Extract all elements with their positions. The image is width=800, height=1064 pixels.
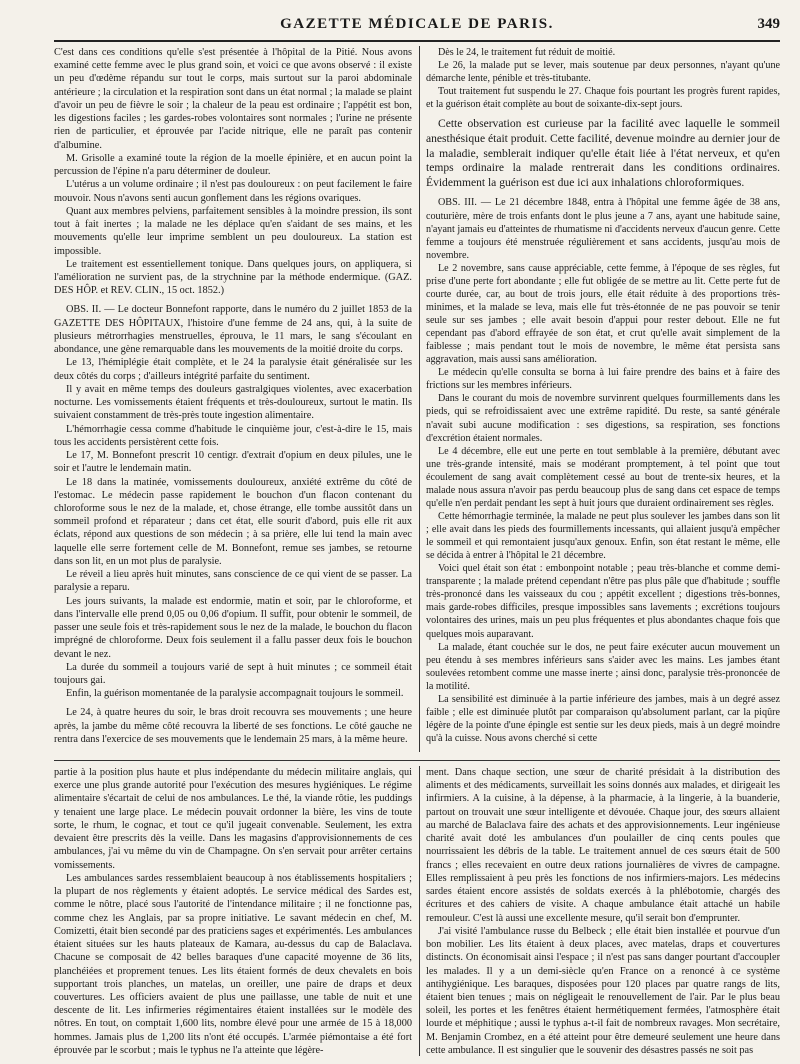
paragraph: Cette hémorrhagie terminée, la malade ne peut plus soulever les jambes dans son lit ; elle avait dans les pieds des fourmillements incessants, qui allaient jusqu'à empêcher le sommeil et qui remontaient jusqu'aux genoux. Enfin, son état restant le même, elle se décida à entrer à l'hôpital le 21 décembre. [426, 510, 780, 562]
top-left-column [54, 46, 412, 752]
paragraph: Il y avait en même temps des douleurs gastralgiques violentes, avec exacerbation nocturne. Les vomissements étaient fréquents et très-douloureux, surtout le matin. Ils suivaient constamment de très-près toute ingestion alimentaire. [54, 383, 412, 422]
paragraph: L'utérus a un volume ordinaire ; il n'est pas douloureux : on peut facilement le faire mouvoir. Nous n'avons senti aucun gonflement dans les régions ovariques. [54, 179, 412, 204]
paragraph: Le 17, M. Bonnefont prescrit 10 centigr. d'extrait d'opium en deux pilules, une le soir et l'autre le lendemain matin. [54, 450, 412, 475]
paragraph: Le 2 novembre, sans cause appréciable, cette femme, à l'époque de ses règles, fut prise d'une perte fort abondante ; elle fut obligée de se mettre au lit. Cette perte fut de courte durée, car, au bout de trois jours, elle était réduite à des proportions très-minimes, et la malade se leva, mais elle fut très-étonnée de ne pas pouvoir se tenir seule sur ses jambes ; elle avait besoin d'appui pour rester debout. Elle ne fut cependant pas d'abord effrayée de son état, et crut qu'elle avait simplement de la faiblesse ; mais pendant tout le mois de novembre, le même état persista sans aggravation, mais aussi sans amélioration. [426, 262, 780, 366]
paragraph: Quant aux membres pelviens, parfaitement sensibles à la moindre pression, ils sont tout à fait inertes ; la malade ne les déplace qu'en s'aidant de ses mains, et les mouvements qu'elle leur imprime semblent un peu douloureux. La station est impossible. [54, 205, 412, 257]
paragraph: Dès le 24, le traitement fut réduit de moitié. [438, 47, 616, 58]
paragraph: Le 24, à quatre heures du soir, le bras droit recouvra ses mouvements ; une heure après, la jambe du même côté recouvra la liberté de ses fonctions. Le côté gauche ne rentra dans l'exercice de ses mouvements que le lendemain 25 mars, à la même heure. [54, 707, 412, 745]
column-divider [419, 46, 420, 752]
paragraph: L'hémorrhagie cessa comme d'habitude le cinquième jour, c'est-à-dire le 15, mais tous les accidents persistèrent cette fois. [54, 423, 412, 448]
observation-heading-paragraph: OBS. II. — Le docteur Bonnefont rapporte, dans le numéro du 2 juillet 1853 de la GAZETTE DES HÔPITAUX, l'histoire d'une femme de 24 ans, qui, à la suite de plusieurs métrorrhagies menstruelles, éprouva, le 11 mars, le sang s'écoulant en abondance, une gène remarquable dans les mouvements de la moitié droite du corps. [54, 304, 412, 356]
paragraph: Les jours suivants, la malade est endormie, matin et soir, par le chloroforme, et dans l'intervalle elle prend 0,05 ou 0,06 d'opium. Il suffit, pour obtenir le sommeil, de passer une seule fois et très-rapidement sous le nez de la malade, le bouchon du flacon imprégné de chloroforme. Deux fois seulement il a fallu passer deux fois le bouchon devant le nez. [54, 595, 412, 660]
paragraph: Le médecin qu'elle consulta se borna à lui faire prendre des bains et à faire des frictions sur les membres inférieurs. [426, 367, 780, 392]
observation-heading-paragraph: OBS. III. — Le 21 décembre 1848, entra à l'hôpital une femme âgée de 38 ans, couturière, mère de trois enfants dont le plus jeune a 7 ans, ayant une habitude saine, n'ayant jamais eu d'atteintes de rhumatisme ni d'accidents nerveux d'aucun genre. Cette femme a toujours été menstruée régulièrement et sans accidents, jusqu'au mois de novembre. [426, 197, 780, 261]
column-divider [419, 766, 420, 1056]
paragraph: Enfin, la guérison momentanée de la paralysie accompagnait toujours le sommeil. [66, 688, 404, 700]
paragraph: Le 26, la malade put se lever, mais soutenue par deux personnes, n'ayant qu'une démarche lente, pénible et très-titubante. [426, 60, 780, 85]
paragraph: partie à la position plus haute et plus indépendante du médecin militaire anglais, qui exerce une plus grande autorité pour l'exécution des mesures hygiéniques. Le régime alimentaire s'écartait de celui de nos ambulances. Le thé, la viande rôtie, les puddings y tenaient une large place. Le médecin pouvait ordonner la bière, les vins de toute sorte, le rhum, le cognac, et tout ce qu'il jugeait convenable. Seulement, les extra devaient être prescrits dès la veille. Dans les magasins d'approvisionnements de ces ambulances, j'ai vu même du vin de Champagne. On s'en servait pour arrêter certains vomissements. [54, 767, 412, 871]
paragraph: J'ai visité l'ambulance russe du Belbeck ; elle était bien installée et pourvue d'un bon mobilier. Les lits étaient à deux places, avec matelas, draps et couvertures distincts. On économisait ainsi l'espace ; il n'est pas sans danger pourtant d'accoupler les malades. Il y a un demi-siècle qu'en France on a renoncé à ce système antihygiénique. Les baraques, disposées pour 120 places par quatre rangs de lits, étaient bien tenues ; mais on négligeait le renouvellement de l'air. Par le plus beau soleil, les portes et les fenêtres étaient hermétiquement fermées, l'atmosphère était lourde et méphitique ; aussi le typhus a-t-il fait de nombreux ravages. Mon secrétaire, M. Benjamin Crombez, en a été atteint pour être demeuré seulement une heure dans cette ambulance. Il est singulier que le souvenir des désastres passés ne soit pas [426, 925, 780, 1056]
paragraph: Le traitement est essentiellement tonique. Dans quelques jours, on appliquera, si l'amélioration ne survient pas, de la strychnine par la méthode endermique. (GAZ. DES HÔP. et REV. CLIN., 15 oct. 1852.) [54, 258, 412, 297]
section-rule [54, 760, 780, 761]
paragraph: La sensibilité est diminuée à la partie inférieure des jambes, mais à un degré assez faible ; elle est diminuée plutôt par comparaison qu'absolument parlant, car la piqûre légère de la pointe d'une épingle est sentie sur les deux pieds, mais à un degré moindre qu'à la cuisse. Nous avons cherché si cette [426, 693, 780, 744]
paragraph: La durée du sommeil a toujours varié de sept à huit minutes ; ce sommeil était toujours gai. [54, 661, 412, 687]
paragraph: Le 4 décembre, elle eut une perte en tout semblable à la première, débutant avec une très-grande intensité, mais se modérant promptement, à tel point que tout écoulement de sang avait complètement cessé au bout de trente-six heures, et la malade nous assura n'avoir pas perdu beaucoup plus de sang dans cet espace de temps qu'elle n'en perdait pendant les sept à huit jours que duraient ordinairement ses règles. [426, 445, 780, 509]
paragraph: Le 13, l'hémiplégie était complète, et le 24 la paralysie était généralisée sur les deux côtés du corps ; d'ailleurs intégrité parfaite du sentiment. [54, 357, 412, 382]
page-number: 349 [757, 16, 780, 32]
header-rule [54, 40, 780, 42]
bottom-right-column [426, 766, 780, 1056]
paragraph: M. Grisolle a examiné toute la région de la moelle épinière, et en aucun point la percussion de l'épine n'a paru déterminer de douleur. [54, 152, 412, 178]
commentary-paragraph: Cette observation est curieuse par la facilité avec laquelle le sommeil anesthésique était produit. Cette facilité, devenue moindre au dernier jour de la maladie, semblerait indiquer qu'elle était liée à l'état nerveux, et qu'en temps ordinaire la malade rentrerait dans les conditions ordinaires. Évidemment la guérison est due ici aux inhalations chloroformiques. [426, 117, 780, 189]
paragraph: Le 18 dans la matinée, vomissements douloureux, anxiété extrême du côté de l'estomac. Le médecin passe rapidement le bouchon d'un flacon contenant du chloroforme sous le nez de la malade, et, chose étrange, elle tombe aussitôt dans un sommeil profond et réparateur ; dans cet état, elle sourit d'abord, puis elle rit aux éclats, répond aux questions de son médecin ; à sa prière, elle lui tend la main avec laquelle elle serre fortement celle de M. Bonnefont, remue ses jambes, se retourne dans son lit, en un mot plus de paralysie. [54, 476, 412, 567]
paragraph: Dans le courant du mois de novembre survinrent quelques fourmillements dans les pieds, qui se refroidissaient avec une extrême rapidité. Du reste, sa santé générale n'avait subi aucune modification : ses digestions, sa respiration, ses fonctions d'excrétion étaient normales. [426, 393, 780, 444]
paragraph: Tout traitement fut suspendu le 27. Chaque fois pourtant les progrès furent rapides, et la guérison était complète au bout de soixante-dix-sept jours. [426, 86, 780, 111]
page-header [54, 16, 780, 36]
paragraph: ment. Dans chaque section, une sœur de charité présidait à la distribution des aliments et des médicaments, surveillait les soins donnés aux malades, et dirigeait les infirmiers. A la cuisine, à la dépense, à la pharmacie, à la lingerie, à la buanderie, partout on trouvait une sœur intelligente et dévouée. Chaque jour, des sœurs allaient au marché de Balaclava faire des achats et des approvisionnements. Leur ingénieuse charité avait doté les ambulances d'un poulailler de cinq cents poules que nourrissaient les débris de la table. Le traitement annuel de ces sœurs était de 500 francs ; elles recevaient en outre deux rations journalières de vivres de campagne. Elles remplissaient à peu près les fonctions de nos infirmiers-majors. Les médecins sardes étaient encore assistés de soldats exercés à la phlébotomie, chargés des écritures et des cahiers de visite. A chaque ambulance était attaché un habile remouleur. C'est là aussi une excellente mesure, qu'il serait bon d'emprunter. [426, 767, 780, 924]
journal-title: GAZETTE MÉDICALE DE PARIS. [280, 16, 554, 32]
paragraph: La malade, étant couchée sur le dos, ne peut faire exécuter aucun mouvement un peu étendu à ses membres inférieurs sans s'aider avec les mains. Les jambes étant soulevées retombent comme une masse inerte ; ainsi donc, paralysie très-prononcée de la motilité. [426, 641, 780, 692]
bottom-left-column [54, 766, 412, 1056]
paragraph: Les ambulances sardes ressemblaient beaucoup à nos établissements hospitaliers ; la plupart de nos règlements y étaient adoptés. Le service médical des Sardes est, comme le nôtre, placé sous l'autorité de l'intendance militaire ; il ne fonctionne pas, comme chez les Anglais, par sa propre initiative. Le savant médecin en chef, M. Comizetti, était bien secondé par des praticiens sages et expérimentés. Les ambulances étaient situées sur les hauts plateaux de Kamara, au-dessus du cap de Balaclava. Chacune se composait de 42 belles baraques d'une capacité moyenne de 36 lits, planchéiées et proprement tenues. Les lits étaient formés de deux chevalets en bois supportant trois planches, un matelas, un oreiller, une paire de draps et deux couvertures. Les officiers avaient de plus une paillasse, une table de nuit et une descente de lit. Les infirmeries régimentaires étaient installées sur le modèle des nôtres. En tout, on comptait 1,600 lits, nombre élevé pour une armée de 15 à 18,000 hommes. Jamais plus de 1,200 lits n'ont été occupés. L'armée piémontaise a été fort éprouvée par le scorbut ; mais le typhus ne l'a atteinte que légère- [54, 872, 412, 1056]
paragraph: C'est dans ces conditions qu'elle s'est présentée à l'hôpital de la Pitié. Nous avons examiné cette femme avec le plus grand soin, et voici ce que avons observé : il existe un peu d'œdème répandu sur tout le corps, mais surtout sur la paroi abdominale antérieure ; la circulation et la respiration sont dans un état normal ; la malade se plaint d'avoir un peu de fièvre le soir ; la chaleur de la peau est ordinaire ; l'appétit est bon, les digestions faciles ; les gardes-robes volontaires sont normales ; l'urine ne présente rien de particulier, et éprouvée par l'acide nitrique, elle ne paraît pas contenir d'albumine. [54, 47, 412, 151]
paragraph: Voici quel était son état : embonpoint notable ; peau très-blanche et comme demi-transparente ; la malade prétend cependant n'être pas plus pâle que d'habitude ; souffle très-prononcé dans les vaisseaux du cou ; appétit excellent ; digestions très-bonnes, mais garde-robes difficiles, presque impossibles sans lavements ; excrétions toujours volontaires des urines, mais un peu plus fréquentes et plus abondantes chaque fois que quelques mois auparavant. [426, 563, 780, 640]
paragraph: Le réveil a lieu après huit minutes, sans conscience de ce qui vient de se passer. La paralysie a reparu. [54, 569, 412, 594]
top-right-column [426, 46, 780, 752]
